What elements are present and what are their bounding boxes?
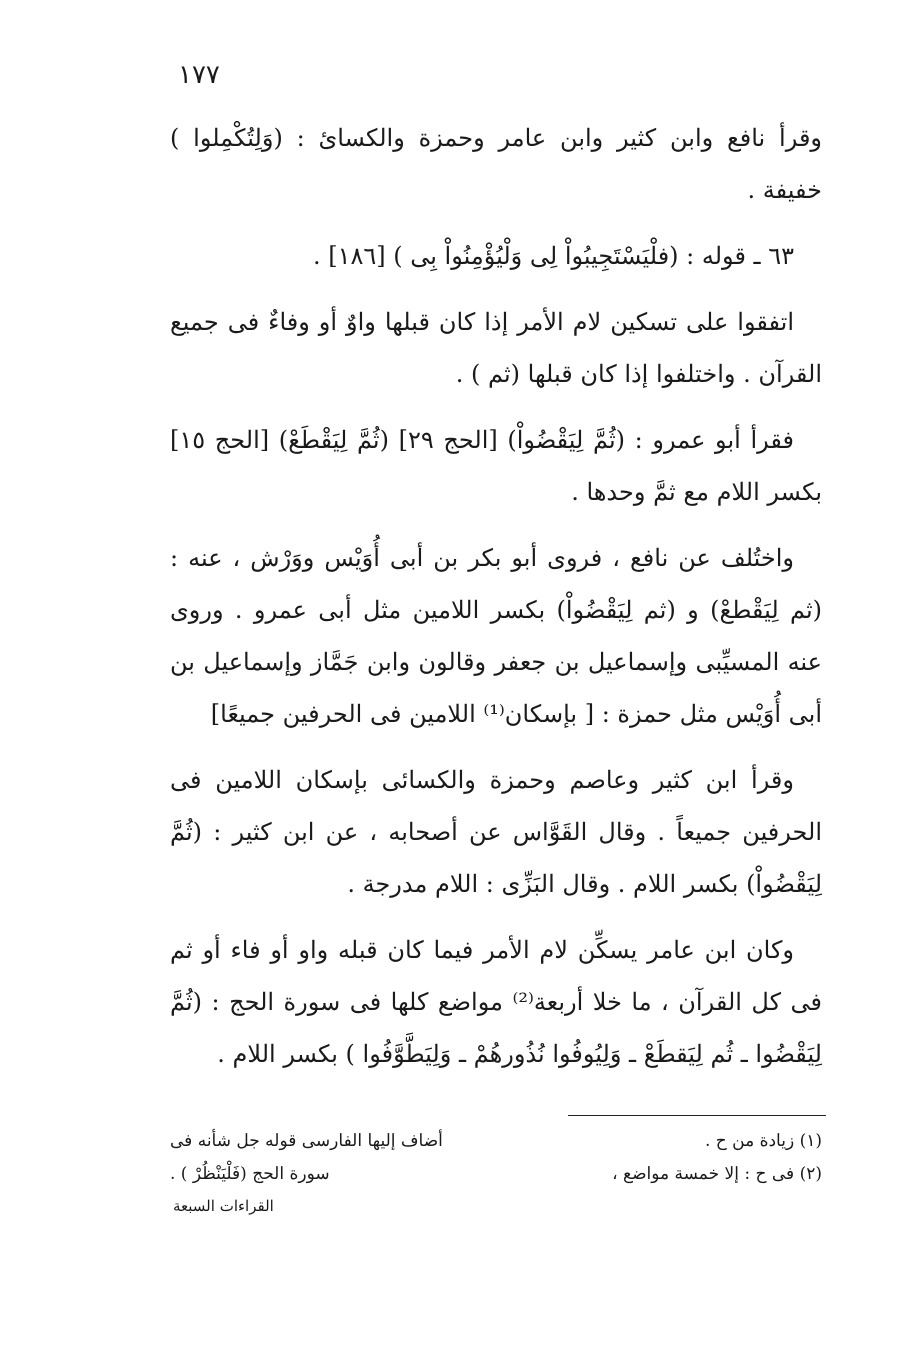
- footnote-divider: [568, 1115, 826, 1116]
- footnote-row-2: [170, 1158, 822, 1191]
- main-text: [170, 112, 822, 1094]
- page-number: ١٧٧: [178, 60, 220, 90]
- paragraph-5: واختُلف عن نافع ، فروى أبو بكر بن أبى أُوَيْس ووَرْش ، عنه : (ثم لِيَقْطعْ) و (ثم لِيَقْضُواْ) بكسر اللامين مثل أبى عمرو . وروى عنه المسيِّبى وإسماعيل بن جعفر وقالون وابن جَمَّاز وإسماعيل بن أبى أُوَيْس مثل حمزة : [ بإسكان⁽¹⁾ اللامين فى الحرفين جميعًا]: [170, 544, 822, 728]
- footnote-2-continuation: سورة الحج (فَلْيَنْظُرْ ) .: [170, 1164, 330, 1184]
- paragraph-6: وقرأ ابن كثير وعاصم وحمزة والكسائى بإسكان اللامين فى الحرفين جميعاً . وقال القَوَّاس عن أصحابه ، عن ابن كثير : (ثُمَّ لِيَقْضُواْ) بكسر اللام . وقال البَزِّى : اللام مدرجة .: [170, 766, 822, 898]
- paragraph-3: اتفقوا على تسكين لام الأمر إذا كان قبلها واوٌ أو وفاءٌ فى جميع القرآن . واختلفوا إذا كان قبلها (ثم ) .: [170, 308, 822, 388]
- paragraph-2-verse-heading: ٦٣ ـ قوله : (فلْيَسْتَجِيبُواْ لِى وَلْيُؤْمِنُواْ بِى ) [١٨٦] .: [312, 242, 794, 270]
- footnotes: [170, 1125, 822, 1191]
- paragraph-7: وكان ابن عامر يسكِّن لام الأمر فيما كان قبله واو أو فاء أو ثم فى كل القرآن ، ما خلا أربعة⁽²⁾ مواضع كلها فى سورة الحج : (ثُمَّ لِيَقْضُوا ـ ثُم لِيَقطَعْ ـ وَلِيُوفُوا نُذُورهُمْ ـ وَلِيَطَّوَّفُوا ) بكسر اللام .: [170, 936, 822, 1068]
- footnote-1: (١) زيادة من ح .: [704, 1131, 822, 1151]
- footnote-row-1: [170, 1125, 822, 1158]
- running-footer: القراءات السبعة: [173, 1197, 274, 1215]
- paragraph-1: وقرأ نافع وابن كثير وابن عامر وحمزة والكسائ : (وَلِتُكْمِلوا ) خفيفة .: [170, 124, 822, 204]
- paragraph-4: فقرأ أبو عمرو : (ثُمَّ لِيَقْضُواْ) [الحج ٢٩] (ثُمَّ لِيَقْطَعْ) [الحج ١٥] بكسر اللام مع ثمَّ وحدها .: [170, 426, 822, 506]
- footnote-1-continuation: أضاف إليها الفارسى قوله جل شأنه فى: [170, 1131, 443, 1151]
- footnote-2: (٢) فى ح : إلا خمسة مواضع ،: [612, 1164, 822, 1184]
